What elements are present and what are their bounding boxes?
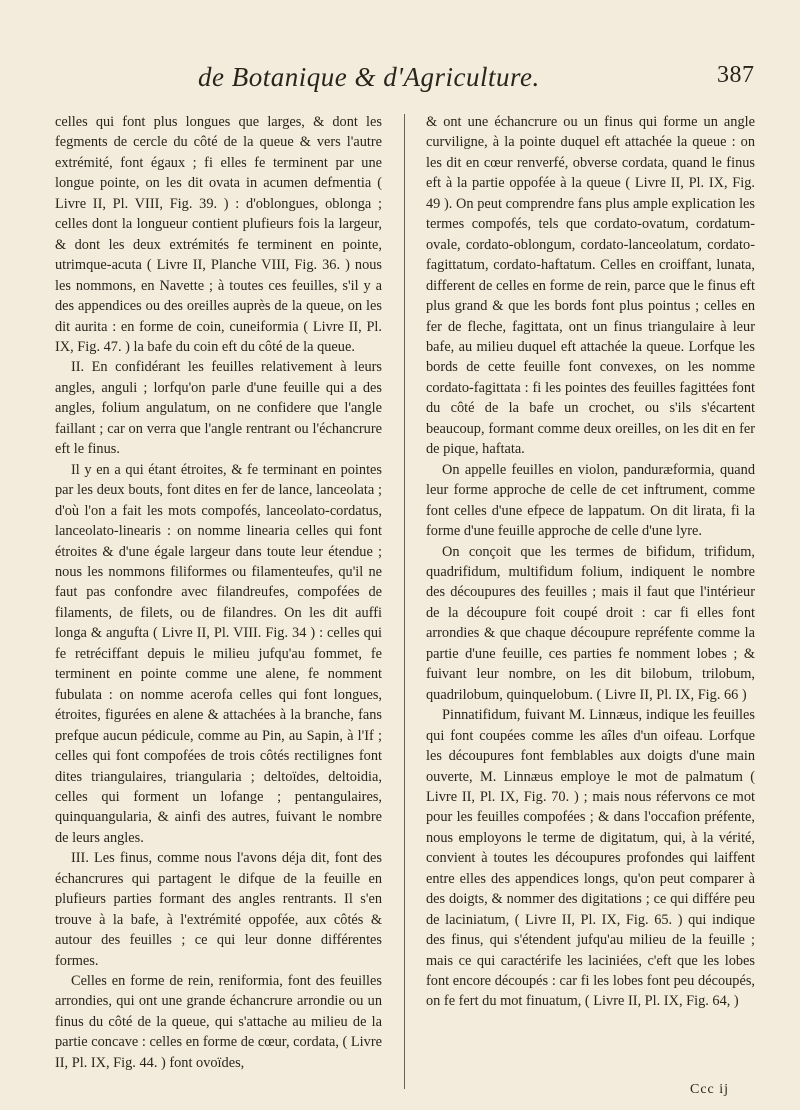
paragraph: On conçoit que les termes de bifidum, trifidum, quadrifidum, multifidum folium, indiquent le nombre des découpures des feuilles ; mais il faut que l'intérieur de la découpure foit coupé droit : car fi elles font arrondies & que chaque découpure repréfente comme la partie d'une feuille, ces parties fe nomment lobes ; & fuivant leur nombre, on les dit bilobum, trilobum, quadrilobum, quinquelobum. ( Livre II, Pl. IX, Fig. 66 ) <box>426 543 755 703</box>
paragraph: On appelle feuilles en violon, panduræformia, quand leur forme approche de celle de cet inftrument, comme font celles d'une efpece de lappatum. On dit lirata, fi la forme d'une feuille approche de celle d'une lyre. <box>426 461 755 540</box>
running-title: de Botanique & d'Agriculture. <box>198 62 540 92</box>
page-number: 387 <box>717 62 755 88</box>
left-column <box>55 112 382 1102</box>
paragraph: & ont une échancrure ou un finus qui forme un angle curviligne, à la pointe duquel eft attachée la queue : on les dit en cœur renverfé, obverse cordata, quand le finus eft à la partie oppofée à la queue ( Livre II, Pl. IX, Fig. 49 ). On peut comprendre fans plus ample explication les termes compofés, tels que cordato-ovatum, cordatum-ovale, cordato-oblongum, cordato-lanceolatum, cordato-fagittatum, cordato-haftatum. Celles en croiffant, lunata, different de celles en forme de rein, parce que le finus eft plus grand & que les bords font plus pointus ; celles en fer de fleche, fagittata, ont un finus triangulaire à leur bafe, au milieu duquel eft attachée la queue. Lorfque les bords de cette feuille font convexes, on les nomme cordato-fagittata : fi les pointes des feuilles fagittées font du côté de la bafe un crochet, ou s'ils s'écartent beaucoup, formant comme deux oreilles, on les dit en fer de pique, haftata. <box>426 114 755 458</box>
paragraph: celles qui font plus longues que larges, & dont les fegments de cercle du côté de la queue & vers l'autre extrémité, font égaux ; fi elles fe terminent par une longue pointe, on les dit ovata in acumen defmentia ( Livre II, Pl. VIII, Fig. 39. ) : d'oblongues, oblonga ; celles dont la longueur contient plufieurs fois la largeur, & dont les deux extrémités fe terminent en pointe, utrimque-acuta ( Livre II, Planche VIII, Fig. 36. ) nous les nommons, en Navette ; à toutes ces feuilles, s'il y a des appendices ou des oreilles auprès de la queue, on les dit aurita : en forme de coin, cuneiformia ( Livre II, Pl. IX, Fig. 47. ) la bafe du coin eft du côté de la queue. <box>55 114 382 355</box>
paragraph: Il y en a qui étant étroites, & fe terminant en pointes par les deux bouts, font dites en fer de lance, lanceolata ; d'où l'on a fait les mots compofés, lanceolato-cordatus, lanceolato-linearis : on nomme linearia celles qui font étroites & d'une égale largeur dans toute leur étendue ; nous les nommons filiformes ou filamenteufes, qu'il ne faut pas confondre avec filandreufes, compofées de filaments, de filets, ou de filandres. On les dit auffi longa & angufta ( Livre II, Pl. VIII. Fig. 34 ) : celles qui fe retréciffant depuis le milieu jufqu'au fommet, fe terminent en pointe comme une alene, fe nomment fubulata : on nomme acerofa celles qui font longues, étroites, figurées en alene & attachées à la branche, fans prefque aucun pédicule, comme au Pin, au Sapin, à l'If ; celles qui font compofées de trois côtés rectilignes font dites triangulaires, triangularia ; deltoïdes, deltoidia, celles qui forment un lofange ; pentangulaires, quinquangularia, & ainfi des autres, fuivant le nombre de leurs angles. <box>55 461 382 846</box>
right-column <box>426 112 755 1102</box>
running-header <box>0 62 800 102</box>
signature-mark: Ccc ij <box>690 1082 730 1097</box>
paragraph: II. En confidérant les feuilles relativement à leurs angles, anguli ; lorfqu'on parle d'une feuille qui a des angles, folium angulatum, on ne confidere que l'angle faillant ; car on verra que l'angle rentrant ou l'échancrure eft le finus. <box>55 359 382 458</box>
column-divider <box>404 114 405 1089</box>
paragraph: Pinnatifidum, fuivant M. Linnæus, indique les feuilles qui font coupées comme les aîles d'un oifeau. Lorfque les découpures font femblables aux doigts d'une main ouverte, M. Linnæus employe le mot de palmatum ( Livre II, Pl. IX, Fig. 70. ) ; mais nous réfervons ce mot pour les feuilles compofées ; & dans l'occafion préfente, nous employons le terme de digitatum, qui, à la vérité, convient à toutes les découpures profondes qui laiffent entre elles des appendices longs, qu'on peut comparer à des doigts, & nommer des digitations ; ce qui différe peu de laciniatum, ( Livre II, Pl. IX, Fig. 65. ) qui indique des finus, qui s'étendent jufqu'au milieu de la feuille ; mais ce qui caractérife les laciniées, c'eft que les lobes font encore découpés : car fi les lobes font peu découpés, on fe fert du mot finuatum, ( Livre II, Pl. IX, Fig. 64, ) <box>426 707 755 1010</box>
paragraph: Celles en forme de rein, reniformia, font des feuilles arrondies, qui ont une grande échancrure arrondie ou un finus du côté de la queue, qui s'attache au milieu de la partie concave : celles en forme de cœur, cordata, ( Livre II, Pl. IX, Fig. 44. ) font ovoïdes, <box>55 973 382 1071</box>
paragraph: III. Les finus, comme nous l'avons déja dit, font des échancrures qui partagent le difque de la feuille en plufieurs parties formant des angles rentrants. Il s'en trouve à la bafe, à l'extrémité oppofée, aux côtés & autour des feuilles ; ce qui leur donne différentes formes. <box>55 850 382 969</box>
